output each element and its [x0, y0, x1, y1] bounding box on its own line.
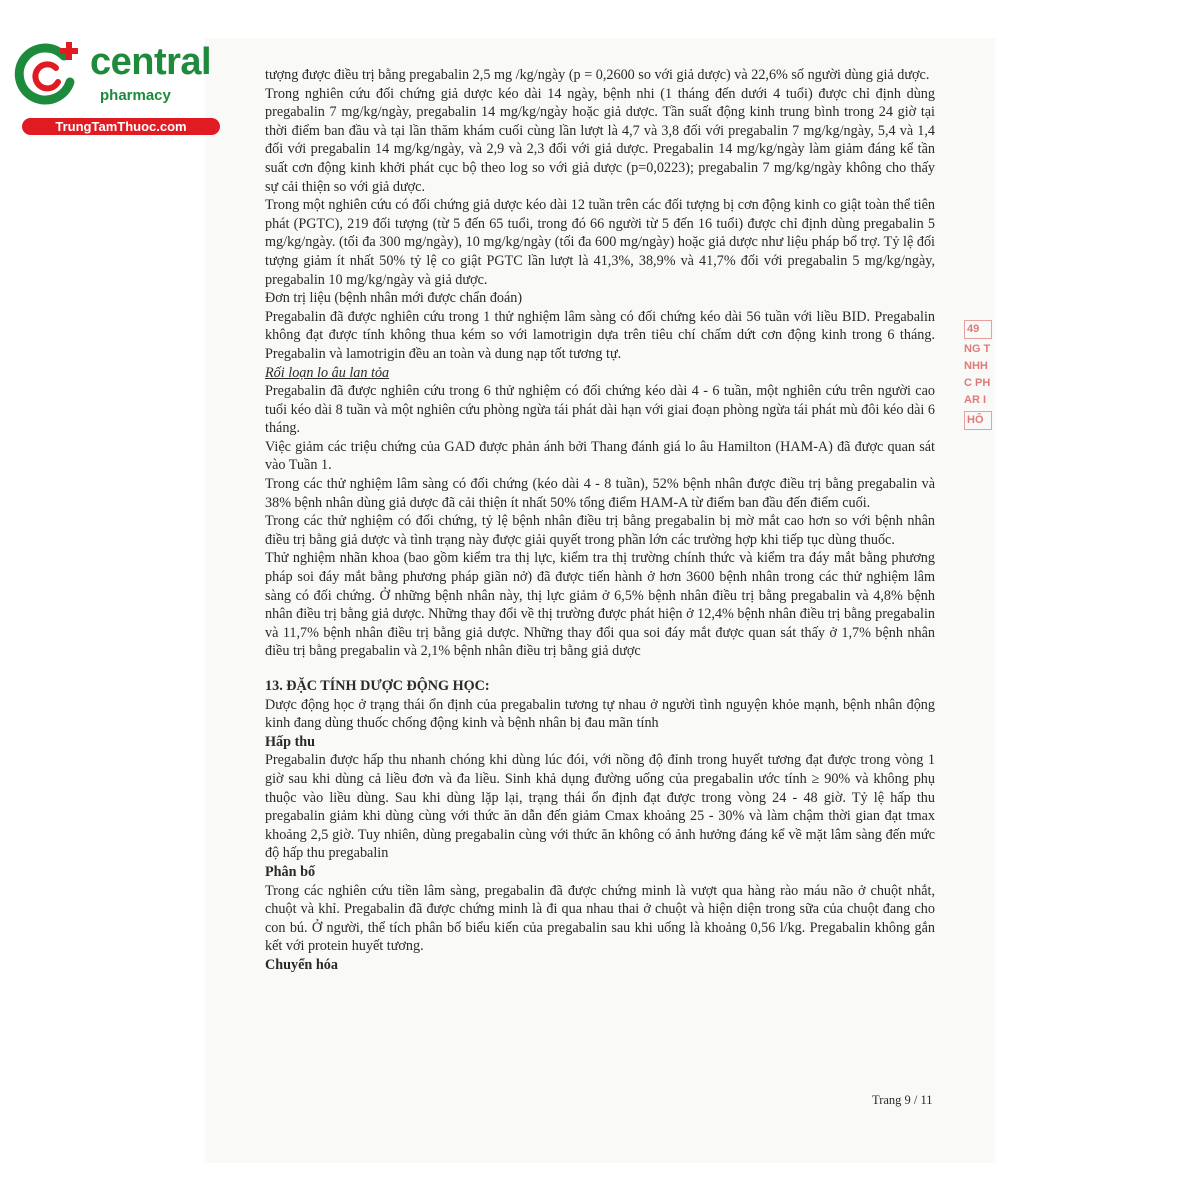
central-pharmacy-logo[interactable] — [12, 38, 212, 138]
paragraph: Trong nghiên cứu đối chứng giả dược kéo dài 14 ngày, bệnh nhi (1 tháng đến dưới 4 tuổi) được chỉ định dùng pregabalin 7 mg/kg/ngày, pregabalin 14 mg/kg/ngày hoặc giả dược. Tần suất động kinh trung bình trong 24 giờ tại thời điểm ban đầu và tại lần thăm khám cuối cùng lần lượt là 4,7 và 3,8 đối với pregabalin 7 mg/kg/ngày, 5,4 và 1,4 đối với pregabalin 14 mg/kg/ngày, và 2,9 và 2,3 đối với giả dược. Pregabalin 14 mg/kg/ngày làm giảm đáng kể tần suất cơn động kinh khởi phát cục bộ theo log so với giả dược (p=0,0223); pregabalin 7 mg/kg/ngày không cho thấy sự cải thiện so với giả dược. — [265, 85, 935, 195]
pharmacy-cross-logo-icon — [12, 38, 82, 108]
logo-subtitle: pharmacy — [100, 87, 171, 104]
paragraph: Việc giảm các triệu chứng của GAD được phản ánh bởi Thang đánh giá lo âu Hamilton (HAM-A) đã được quan sát vào Tuần 1. — [265, 438, 935, 474]
paragraph: Trong các nghiên cứu tiền lâm sàng, pregabalin đã được chứng minh là vượt qua hàng rào máu não ở chuột nhắt, chuột và khỉ. Pregabalin đã được chứng minh là đi qua nhau thai ở chuột và hiện diện trong sữa của chuột đang cho con bú. Ở người, thể tích phân bố biểu kiến của pregabalin sau khi uống là khoảng 0,56 l/kg. Pregabalin không gắn kết với protein huyết tương. — [265, 882, 935, 955]
stamp-line: NG T — [964, 343, 991, 355]
paragraph: Trong một nghiên cứu có đối chứng giả dược kéo dài 12 tuần trên các đối tượng bị cơn động kinh co giật toàn thể tiên phát (PGTC), 219 đối tượng (từ 5 đến 65 tuổi, trong đó 66 người từ 5 đến 16 tuổi) được chỉ định dùng pregabalin 5 mg/kg/ngày. (tối đa 300 mg/ngày), 10 mg/kg/ngày (tối đa 600 mg/ngày) hoặc giả dược như liệu pháp bổ trợ. Tỷ lệ đối tượng giảm ít nhất 50% tỷ lệ co giật PGTC lần lượt là 41,3%, 38,9% và 41,7% đối với pregabalin 5 mg/kg/ngày, pregabalin 10 mg/kg/ngày và giả dược. — [265, 197, 935, 288]
subheading-absorption: Hấp thu — [265, 733, 316, 750]
stamp-line: C PH — [964, 377, 991, 389]
page-number: Trang 9 / 11 — [872, 1093, 933, 1107]
section-heading: 13. ĐẶC TÍNH DƯỢC ĐỘNG HỌC: — [265, 678, 490, 694]
gad-heading: Rối loạn lo âu lan tỏa — [265, 364, 390, 381]
paragraph: Đơn trị liệu (bệnh nhân mới được chẩn đoán) — [265, 290, 523, 307]
stamp-line: NHH — [964, 360, 988, 372]
paragraph: Pregabalin đã được nghiên cứu trong 1 thử nghiệm lâm sàng có đối chứng kéo dài 56 tuần với liều BID. Pregabalin không đạt được tính không thua kém so với lamotrigin dựa trên tiêu chí chấm dứt cơn động kinh trong 6 tháng. Pregabalin và lamotrigin đều an toàn và dung nạp tốt tương tự. — [265, 308, 935, 362]
logo-name: central — [90, 41, 212, 83]
subheading-metabolism: Chuyển hóa — [265, 956, 338, 973]
logo-site-label: TrungTamThuoc.com — [22, 118, 220, 135]
paragraph: Dược động học ở trạng thái ổn định của pregabalin tương tự nhau ở người tình nguyện khỏe mạnh, bệnh nhân động kinh đang dùng thuốc chống động kinh và bệnh nhân bị đau mãn tính — [265, 696, 935, 732]
subheading-distribution: Phân bố — [265, 863, 316, 880]
paragraph: Trong các thử nghiệm lâm sàng có đối chứng (kéo dài 4 - 8 tuần), 52% bệnh nhân được điều trị bằng pregabalin và 38% bệnh nhân dùng giả dược đã cải thiện ít nhất 50% tổng điểm HAM-A từ điểm ban đầu đến điểm cuối. — [265, 476, 935, 511]
stamp-line: 49 — [964, 320, 992, 339]
document-body — [265, 66, 935, 975]
paragraph: Pregabalin đã được nghiên cứu trong 6 thử nghiệm có đối chứng kéo dài 4 - 6 tuần, một nghiên cứu trên người cao tuổi kéo dài 8 tuần và một nghiên cứu phòng ngừa tái phát dài hạn với giai đoạn phòng ngừa tái phát mù đôi kéo dài 6 tháng. — [265, 383, 935, 437]
stamp-line: HÔ — [964, 411, 992, 430]
red-stamp — [964, 318, 992, 463]
paragraph: Trong các thử nghiệm có đối chứng, tỷ lệ bệnh nhân điều trị bằng pregabalin bị mờ mắt cao hơn so với bệnh nhân điều trị bằng giả dược và tình trạng này được giải quyết trong phần lớn các trường hợp khi tiếp tục dùng thuốc. — [265, 513, 935, 548]
stamp-line: AR I — [964, 394, 986, 406]
paragraph: Pregabalin được hấp thu nhanh chóng khi dùng lúc đói, với nồng độ đỉnh trong huyết tương đạt được trong vòng 1 giờ sau khi dùng cả liều đơn và đa liều. Sinh khả dụng đường uống của pregabalin ước tính ≥ 90% và không phụ thuộc vào liều dùng. Sau khi dùng lặp lại, trạng thái ổn định đạt được trong vòng 24 - 48 giờ. Tỷ lệ hấp thu pregabalin giảm khi dùng cùng với thức ăn dẫn đến giảm Cmax khoảng 25 - 30% và làm chậm thời gian đạt tmax khoảng 2,5 giờ. Tuy nhiên, dùng pregabalin cùng với thức ăn không có ảnh hưởng đáng kể về mặt lâm sàng đến mức độ hấp thu pregabalin — [265, 752, 935, 862]
paragraph: tượng được điều trị bằng pregabalin 2,5 mg /kg/ngày (p = 0,2600 so với giả dược) và 22,6% số người dùng giả dược. — [265, 67, 930, 83]
paragraph: Thử nghiệm nhãn khoa (bao gồm kiểm tra thị lực, kiểm tra thị trường chính thức và kiểm tra đáy mắt bằng phương pháp soi đáy mắt bằng phương pháp giãn nở) đã được tiến hành ở hơn 3600 bệnh nhân trong các thử nghiệm lâm sàng có đối chứng. Ở những bệnh nhân này, thị lực giảm ở 6,5% bệnh nhân điều trị bằng pregabalin và 4,8% bệnh nhân điều trị bằng giả dược. Những thay đổi về thị trường được phát hiện ở 12,4% bệnh nhân điều trị bằng pregabalin và 11,7% bệnh nhân điều trị bằng giả dược. Những thay đổi qua soi đáy mắt được quan sát thấy ở 1,7% bệnh nhân điều trị bằng pregabalin và 2,1% bệnh nhân điều trị bằng giả dược — [265, 550, 935, 660]
